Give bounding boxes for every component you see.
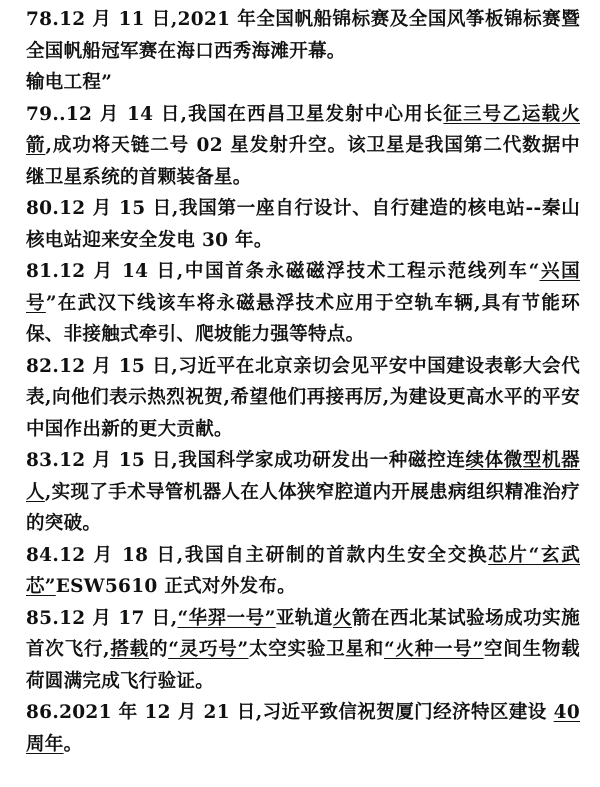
underlined-text: 火 xyxy=(332,607,352,629)
news-item-79 xyxy=(26,99,580,194)
text-segment: 的 xyxy=(148,639,169,660)
text-segment: 80.12 月 15 日,我国第一座自行设计、自行建造的核电站--秦山核电站迎来安全发电 30 年。 xyxy=(26,198,580,251)
text-segment: 亚轨道 xyxy=(275,607,333,629)
news-item-82 xyxy=(26,351,580,446)
text-segment: 空间生物载荷圆满完成飞行验证。 xyxy=(26,639,580,692)
news-item-80 xyxy=(26,193,580,256)
text-segment: 。 xyxy=(63,733,83,755)
underlined-text: 周年 xyxy=(26,733,64,755)
text-segment: 83.12 月 15 日,我国科学家成功研发出一种磁控连 xyxy=(26,450,466,471)
text-segment: 78.12 月 11 日,2021 年全国帆船锦标赛及全国风筝板锦标赛暨全国帆船冠军赛在海口西秀海滩开幕。 xyxy=(26,9,580,62)
underlined-text: “灵巧号” xyxy=(168,639,249,660)
text-segment: 太空实验卫星和 xyxy=(248,639,384,660)
underlined-text: “华羿一号” xyxy=(177,607,276,629)
news-item-84 xyxy=(26,540,580,603)
text-segment: 82.12 月 15 日,习近平在北京亲切会见平安中国建设表彰大会代表,向他们表示热烈祝贺,希望他们再接再厉,为建设更高水平的平安中国作出新的更大贡献。 xyxy=(26,355,580,440)
text-segment: 79..12 月 14 日,我国在西昌卫星发射中心用长 xyxy=(26,103,444,125)
news-item-83 xyxy=(26,445,580,540)
news-item-85 xyxy=(26,603,580,698)
text-segment: 86.2021 年 12 月 21 日,习近平致信祝贺厦门经济特区建设 xyxy=(26,702,554,723)
news-item-81 xyxy=(26,256,580,351)
news-item-86 xyxy=(26,697,580,760)
text-segment: ,成功将天链二号 02 星发射升空。该卫星是我国第二代数据中继卫星系统的首颗装备星。 xyxy=(26,135,580,188)
text-segment: 85.12 月 17 日, xyxy=(26,607,178,629)
text-segment: ESW5610 正式对外发布。 xyxy=(55,576,296,597)
text-segment: 84.12 月 18 日,我国自主研制的首款内生安全交换 xyxy=(26,544,489,566)
news-item-78 xyxy=(26,4,580,67)
underlined-text: 芯片“玄武芯” xyxy=(26,544,580,597)
underlined-text: 兴国号 xyxy=(26,261,580,314)
underlined-text: 续体微型机器人 xyxy=(26,450,580,503)
underlined-text: “火种一号” xyxy=(383,639,484,660)
text-segment: 箭在西北某试验场成功实施首次飞行, xyxy=(26,607,580,660)
text-fragment-line xyxy=(26,67,580,99)
underlined-text: 征三号乙运载火箭 xyxy=(26,103,580,156)
text-segment: ”在武汉下线该车将永磁悬浮技术应用于空轨车辆,具有节能环保、非接触式牵引、爬坡能力强等特点。 xyxy=(26,292,580,345)
underlined-text: 搭载 xyxy=(109,639,149,660)
text-segment: 81.12 月 14 日,中国首条永磁磁浮技术工程示范线列车“ xyxy=(26,261,540,282)
underlined-text: 40 xyxy=(553,702,580,723)
text-segment: ,实现了手术导管机器人在人体狭窄腔道内开展患病组织精准治疗的突破。 xyxy=(26,481,580,534)
text-segment: 输电工程” xyxy=(26,72,113,93)
